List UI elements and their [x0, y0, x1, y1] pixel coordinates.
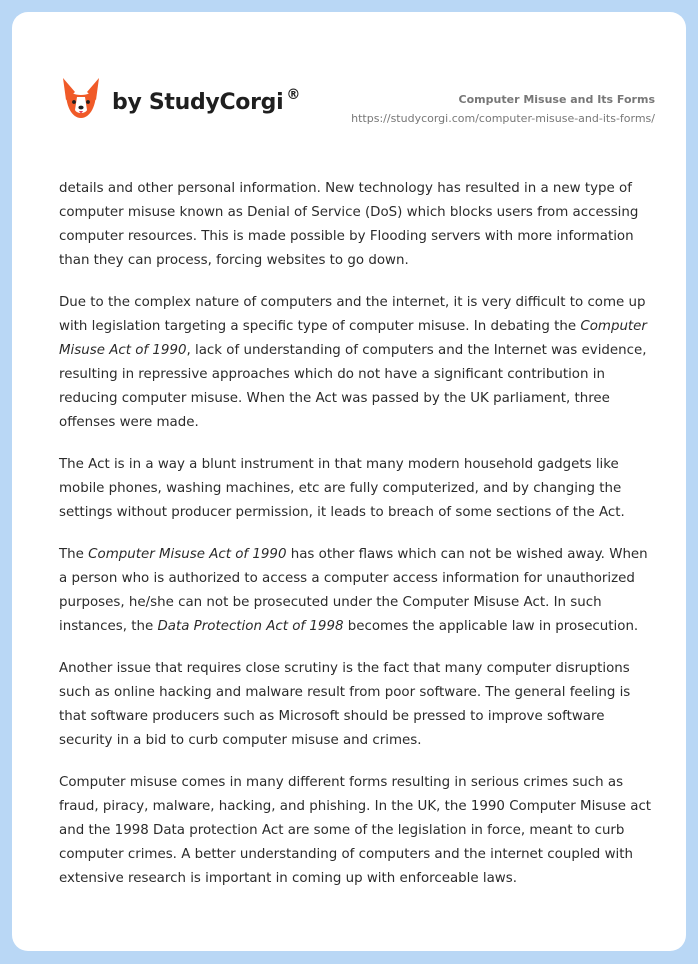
paragraph: [59, 291, 659, 435]
paragraph: [59, 177, 659, 273]
paragraph-text: Due to the complex nature of computers and the internet, it is very difficult to come up with legislation targeting a specific type of computer misuse. In debating the: [59, 295, 646, 334]
italic-title: Data Protection Act of 1998: [157, 619, 344, 634]
article-body: [59, 177, 659, 891]
paragraph-text: , lack of understanding of computers and the Internet was evidence, resulting in repressive approaches which do not have a significant contribution in reducing computer misuse. When the Act was passed by the UK parliament, three offenses were made.: [59, 343, 647, 430]
paragraph: [59, 657, 659, 753]
paragraph-text: details and other personal information. New technology has resulted in a new type of computer misuse known as Denial of Service (DoS) which blocks users from accessing computer resources. This is made possible by Flooding servers with more information than they can process, forcing websites to go down.: [59, 181, 639, 268]
italic-title: Computer Misuse Act of 1990: [88, 547, 287, 562]
paragraph-text: Another issue that requires close scrutiny is the fact that many computer disruptions such as online hacking and malware result from poor software. The general feeling is that software producers such as Microsoft should be pressed to improve software security in a bid to curb computer misuse and crimes.: [59, 661, 631, 748]
paragraph-text: has other flaws which can not be wished away. When a person who is authorized to access a computer access information for unauthorized purposes, he/she can not be prosecuted under the Computer Misuse Act. In such instances, the: [59, 547, 648, 634]
paragraph: [59, 543, 659, 639]
paragraph-text: becomes the applicable law in prosecution.: [343, 619, 639, 634]
paragraph-text: The: [59, 547, 89, 562]
document-page: [12, 12, 686, 951]
document-title: Computer Misuse and Its Forms: [458, 93, 655, 106]
document-url[interactable]: https://studycorgi.com/computer-misuse-and-its-forms/: [351, 112, 655, 125]
brand-name: by StudyCorgi ®: [112, 86, 301, 115]
studycorgi-logo[interactable]: [60, 76, 300, 120]
paragraph: [59, 453, 659, 525]
registered-mark: ®: [286, 86, 301, 103]
italic-title: Computer Misuse Act of 1990: [59, 319, 647, 358]
corgi-icon: [60, 76, 102, 120]
paragraph-text: The Act is in a way a blunt instrument in that many modern household gadgets like mobile phones, washing machines, etc are fully computerized, and by changing the settings without producer permission, it leads to breach of some sections of the Act.: [59, 457, 625, 520]
paragraph: [59, 771, 659, 891]
paragraph-text: Computer misuse comes in many different forms resulting in serious crimes such as fraud, piracy, malware, hacking, and phishing. In the UK, the 1990 Computer Misuse act and the 1998 Data protection Act are some of the legislation in force, meant to curb computer crimes. A better understanding of computers and the internet coupled with extensive research is important in coming up with enforceable laws.: [59, 775, 652, 886]
document-header: [351, 93, 655, 125]
